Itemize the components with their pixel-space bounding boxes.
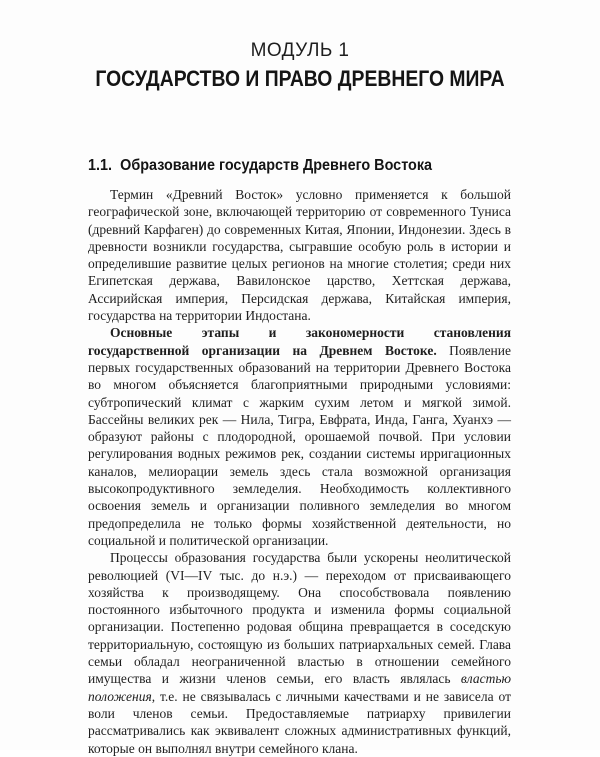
paragraph-neolithic-text-start: Процессы образования государства были ускорены неолитической революцией (VI—IV тыс. до н.э.) — переходом от присваивающего хозяйства к производящему. Она способствовала появлению постоянного избыточного продукта и изменила формы социальной организации. Постепенно родовая община превращается в соседскую территориальную, состоящую из больших патриархальных семей. Глава семьи обладал неограниченной властью в отношении семейного имущества и жизни членов семьи, его власть являлась xyxy=(88,550,511,687)
module-title: ГОСУДАРСТВО И ПРАВО ДРЕВНЕГО МИРА xyxy=(95,66,505,91)
emphasized-term: властью положения xyxy=(88,671,511,704)
section-title: Образование государств Древнего Востока xyxy=(120,157,433,174)
paragraph-neolithic xyxy=(88,549,511,757)
body-text xyxy=(88,186,511,757)
module-label: МОДУЛЬ 1 xyxy=(250,40,350,61)
paragraph-stages xyxy=(88,324,511,549)
paragraph-intro: Термин «Древний Восток» условно применяется к большой географической зоне, включающей территорию от современного Туниса (древний Карфаген) до современных Китая, Японии, Индонезии. Здесь в древности возникли государства, сыгравшие особую роль в истории и определившие развитие целых регионов на многие столетия; среди них Египетская держава, Вавилонское царство, Хеттская держава, Ассирийская империя, Персидская держава, Китайская империя, государства на территории Индостана. xyxy=(88,187,511,324)
paragraph-lead-phrase: Основные этапы и закономерности становления государственной организации на Древнем Востоке. xyxy=(88,325,511,358)
section-number: 1.1. xyxy=(88,157,113,174)
section-heading xyxy=(88,157,556,175)
paragraph-stages-text: Появление первых государственных образований на территории Древнего Востока во многом объясняется благоприятными природными условиями: субтропический климат с жарким сухим летом и мягкой зимой. Бассейны великих рек — Нила, Тигра, Евфрата, Инда, Ганга, Хуанхэ — образуют районы с плодородной, орошаемой почвой. При условии регулирования водных режимов рек, создании системы ирригационных каналов, мелиорации земель здесь стала возможной организация высокопродуктивного земледелия. Необходимость коллективного освоения земель и организации поливного земледелия во многом предопределила не только формы хозяйственной деятельности, но социальной и политической организации. xyxy=(88,342,511,548)
paragraph-neolithic-text-end: , т.е. не связывалась с личными качествами и не зависела от воли членов семьи. Предоставляемые патриарху привилегии рассматривались как эквивалент сложных административных функций, которые он выполнял внутри семейного клана. xyxy=(88,688,511,756)
